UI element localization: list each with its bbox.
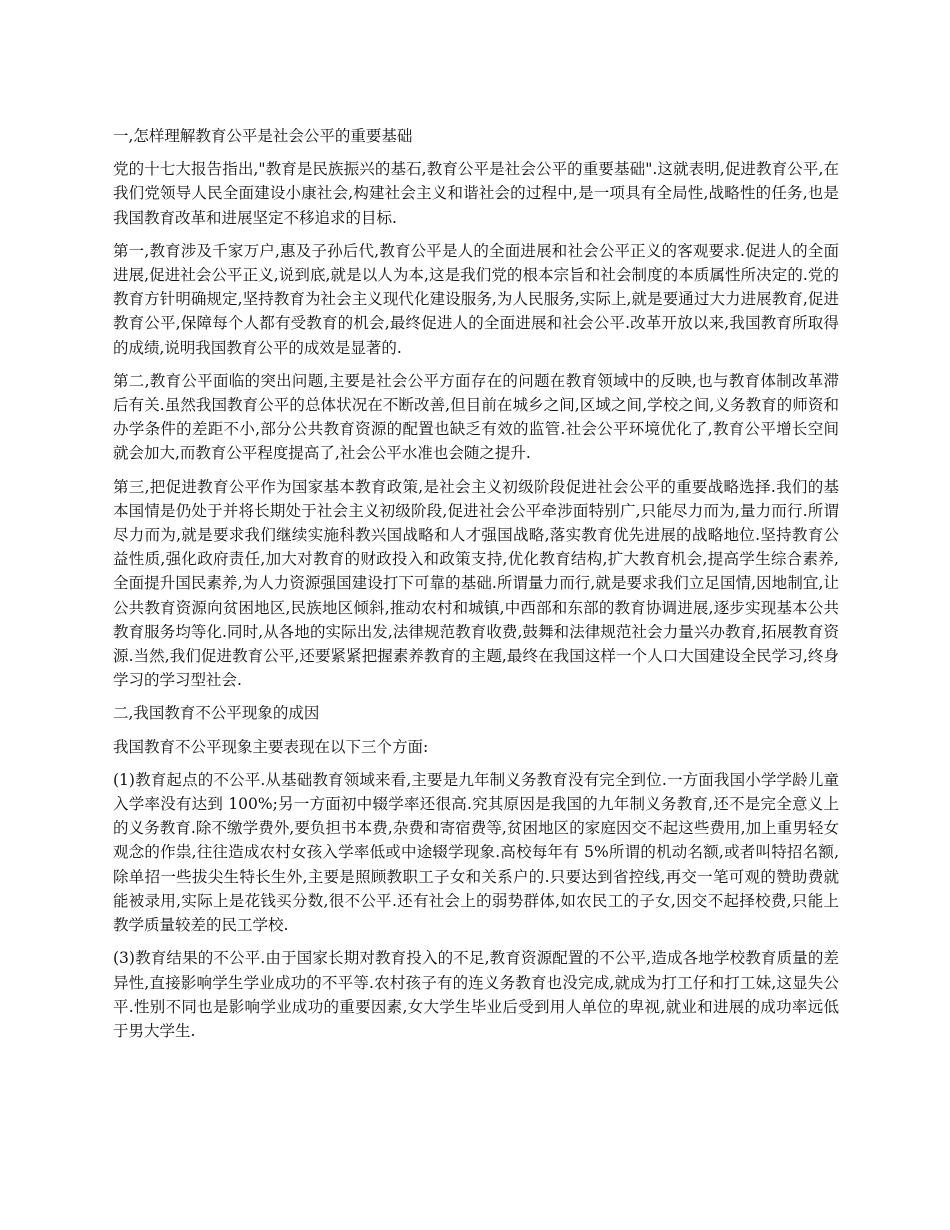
section-heading-2: 二,我国教育不公平现象的成因 bbox=[113, 704, 320, 723]
paragraph-5: 我国教育不公平现象主要表现在以下三个方面: bbox=[113, 737, 429, 756]
paragraph-7: (3)教育结果的不公平.由于国家长期对教育投入的不足,教育资源配置的不公平,造成各地学校教育质量的差异性,直接影响学生学业成功的不平等.农村孩子有的连义务教育也没完成,就成为打工仔和打工妹,这显失公平.性别不同也是影响学业成功的重要因素,女大学生毕业后受到用人单位的卑视,就业和进展的成功率远低于男大学生. bbox=[113, 949, 839, 1040]
section-heading-1: 一,怎样理解教育公平是社会公平的重要基础 bbox=[113, 127, 413, 145]
paragraph-3: 第二,教育公平面临的突出问题,主要是社会公平方面存在的问题在教育领域中的反映,也与教育体制改革滞后有关.虽然我国教育公平的总体状况在不断改善,但目前在城乡之间,区域之间,学校之间,义务教育的师资和办学条件的差距不小,部分公共教育资源的配置也缺乏有效的监管.社会公平环境优化了,教育公平增长空间就会加大,而教育公平程度提高了,社会公平水准也会随之提升. bbox=[113, 371, 839, 463]
document-page bbox=[113, 124, 839, 1052]
paragraph-6: (1)教育起点的不公平.从基础教育领域来看,主要是九年制义务教育没有完全到位.一方面我国小学学龄儿童入学率没有达到 100%;另一方面初中辍学率还很高.究其原因是我国的九年制义务教育,还不是完全意义上的义务教育.除不缴学费外,要负担书本费,杂费和寄宿费等,贫困地区的家庭因交不起这些费用,加上重男轻女观念的作祟,往往造成农村女孩入学率低或中途辍学现象.高校每年有 5%所谓的机动名额,或者叫特招名额,除单招一些拔尖生特长生外,主要是照顾教职工子女和关系户的.只要达到省控线,再交一笔可观的赞助费就能被录用,实际上是花钱买分数,很不公平.还有社会上的弱势群体,如农民工的子女,因交不起择校费,只能上教学质量较差的民工学校. bbox=[113, 770, 839, 935]
paragraph-1: 党的十七大报告指出,"教育是民族振兴的基石,教育公平是社会公平的重要基础".这就表明,促进教育公平,在我们党领导人民全面建设小康社会,构建社会主义和谐社会的过程中,是一项具有全局性,战略性的任务,也是我国教育改革和进展坚定不移追求的目标. bbox=[113, 160, 839, 227]
paragraph-4: 第三,把促进教育公平作为国家基本教育政策,是社会主义初级阶段促进社会公平的重要战略选择.我们的基本国情是仍处于并将长期处于社会主义初级阶段,促进社会公平牵涉面特别广,只能尽力而为,量力而行.所谓尽力而为,就是要求我们继续实施科教兴国战略和人才强国战略,落实教育优先进展的战略地位.坚持教育公益性质,强化政府责任,加大对教育的财政投入和政策支持,优化教育结构,扩大教育机会,提高学生综合素养,全面提升国民素养,为人力资源强国建设打下可靠的基础.所谓量力而行,就是要求我们立足国情,因地制宜,让公共教育资源向贫困地区,民族地区倾斜,推动农村和城镇,中西部和东部的教育协调进展,逐步实现基本公共教育服务均等化.同时,从各地的实际出发,法律规范教育收费,鼓舞和法律规范社会力量兴办教育,拓展教育资源.当然,我们促进教育公平,还要紧紧把握素养教育的主题,最终在我国这样一个人口大国建设全民学习,终身学习的学习型社会. bbox=[113, 477, 839, 690]
paragraph-2: 第一,教育涉及千家万户,惠及子孙后代,教育公平是人的全面进展和社会公平正义的客观要求.促进人的全面进展,促进社会公平正义,说到底,就是以人为本,这是我们党的根本宗旨和社会制度的本质属性所决定的.党的教育方针明确规定,坚持教育为社会主义现代化建设服务,为人民服务,实际上,就是要通过大力进展教育,促进教育公平,保障每个人都有受教育的机会,最终促进人的全面进展和社会公平.改革开放以来,我国教育所取得的成绩,说明我国教育公平的成效是显著的. bbox=[113, 241, 839, 357]
